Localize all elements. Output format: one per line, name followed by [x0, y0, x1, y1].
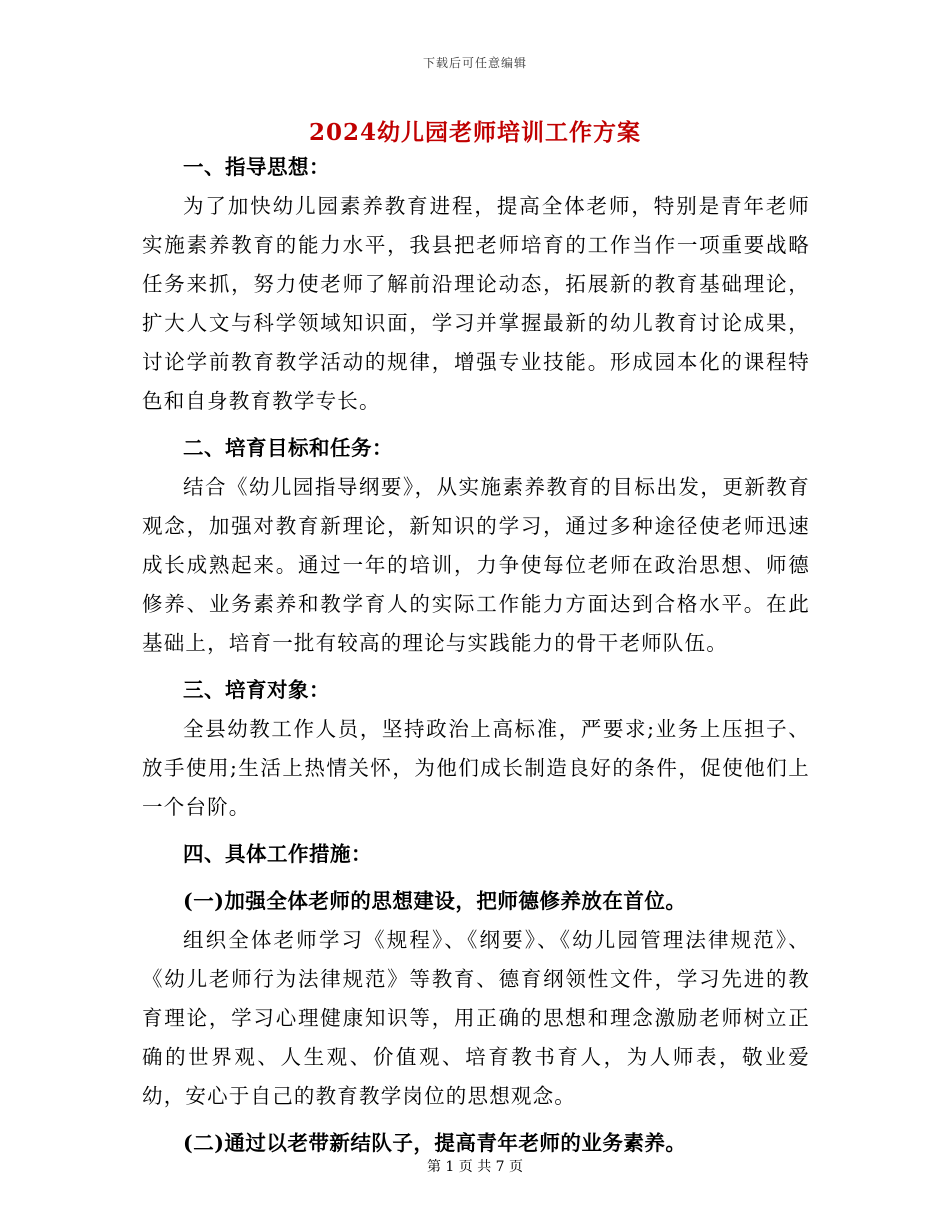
body-paragraph: 组织全体老师学习《规程》、《纲要》、《幼儿园管理法律规范》、《幼儿老师行为法律规范》等教育、德育纲领性文件，学习先进的教育理论，学习心理健康知识等，用正确的思想和理念激励老师树立正确的世界观、人生观、价值观、培育教书育人，为人师表，敬业爱幼，安心于自己的教育教学岗位的思想观念。 [142, 928, 810, 1108]
page-header-note: 下载后可任意编辑 [422, 56, 527, 70]
page-number-footer: 第 1 页 共 7 页 [426, 1159, 524, 1175]
document-body [142, 148, 810, 1163]
section-heading-guiding-ideology: 一、指导思想： [183, 155, 330, 179]
subsection-heading: (二)通过以老带新结队子，提高青年老师的业务素养。 [183, 1131, 687, 1155]
document-title: 2024幼儿园老师培训工作方案 [308, 119, 641, 146]
subsection-heading: (一)加强全体老师的思想建设，把师德修养放在首位。 [183, 889, 687, 913]
section-heading-work-measures: 四、具体工作措施： [183, 842, 372, 866]
body-paragraph: 全县幼教工作人员，坚持政治上高标准，严要求;业务上压担子、放手使用;生活上热情关怀，为他们成长制造良好的条件，促使他们上一个台阶。 [142, 717, 810, 819]
section-heading-goals-tasks: 二、培育目标和任务： [183, 436, 393, 460]
body-paragraph: 结合《幼儿园指导纲要》，从实施素养教育的目标出发，更新教育观念，加强对教育新理论，新知识的学习，通过多种途径使老师迅速成长成熟起来。通过一年的培训，力争使每位老师在政治思想、师德修养、业务素养和教学育人的实际工作能力方面达到合格水平。在此基础上，培育一批有较高的理论与实践能力的骨干老师队伍。 [142, 475, 810, 655]
section-heading-training-targets: 三、培育对象： [183, 678, 330, 702]
body-paragraph: 为了加快幼儿园素养教育进程，提高全体老师，特别是青年老师实施素养教育的能力水平，我县把老师培育的工作当作一项重要战略任务来抓，努力使老师了解前沿理论动态，拓展新的教育基础理论，扩大人文与科学领域知识面，学习并掌握最新的幼儿教育讨论成果，讨论学前教育教学活动的规律，增强专业技能。形成园本化的课程特色和自身教育教学专长。 [142, 194, 810, 413]
